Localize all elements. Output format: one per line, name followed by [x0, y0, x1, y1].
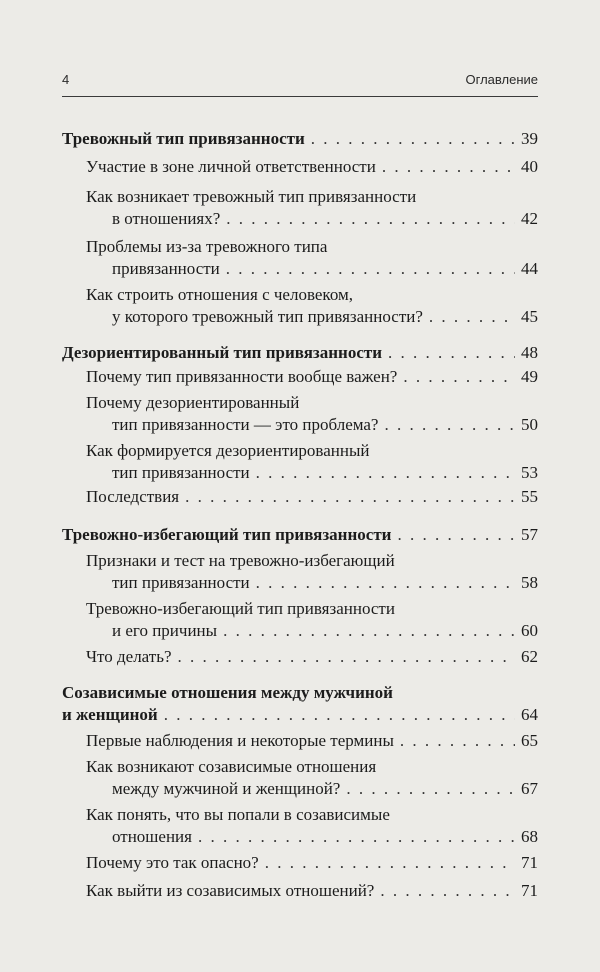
dot-leader	[256, 572, 515, 594]
toc-entry-line	[86, 284, 538, 306]
dot-leader	[226, 208, 515, 230]
toc-page-number: 62	[521, 647, 538, 666]
toc-entry-title: Почему это так опасно?	[86, 853, 259, 872]
toc-entry-line	[112, 462, 538, 484]
dot-leader	[256, 462, 515, 484]
toc-entry-title: Первые наблюдения и некоторые термины	[86, 731, 394, 750]
dot-leader	[400, 730, 515, 752]
dot-leader	[380, 880, 515, 902]
toc-page-number: 58	[521, 573, 538, 592]
toc-entry-line	[86, 366, 538, 388]
toc-page-number: 50	[521, 415, 538, 434]
dot-leader	[265, 852, 515, 874]
toc-entry-line	[86, 646, 538, 668]
toc-page-number: 71	[521, 881, 538, 900]
toc-entry-line	[86, 392, 538, 414]
toc-entry-title-cont: привязанности	[112, 259, 220, 278]
toc-page-number: 40	[521, 157, 538, 176]
page-number: 4	[62, 72, 70, 87]
toc-section-title: Созависимые отношения между мужчиной	[62, 683, 393, 702]
toc-entry-line	[86, 156, 538, 178]
toc-page-number: 55	[521, 487, 538, 506]
toc-entry-line	[112, 208, 538, 230]
running-title: Оглавление	[465, 72, 538, 87]
toc-entry-line	[86, 486, 538, 508]
toc-entry-title: Как возникает тревожный тип привязанности	[86, 187, 417, 206]
toc-entry-title: Что делать?	[86, 647, 172, 666]
toc-entry-title: Последствия	[86, 487, 180, 506]
toc-entry-title: Как выйти из созависимых отношений?	[86, 881, 375, 900]
dot-leader	[403, 366, 515, 388]
toc-section-title: Тревожно-избегающий тип привязанности	[62, 525, 392, 544]
dot-leader	[388, 342, 515, 364]
toc-page-number: 48	[521, 343, 538, 362]
dot-leader	[346, 778, 515, 800]
dot-leader	[198, 826, 515, 848]
dot-leader	[164, 704, 515, 726]
toc-entry-title: Как формируется дезориентированный	[86, 441, 370, 460]
toc-entry-line	[112, 572, 538, 594]
toc-entry-line	[86, 440, 538, 462]
toc-section-line	[62, 682, 538, 704]
toc-section-line	[62, 342, 538, 364]
toc-section-line	[62, 704, 538, 726]
dot-leader	[178, 646, 515, 668]
toc-page-number: 64	[521, 705, 538, 724]
toc-entry-line	[86, 756, 538, 778]
dot-leader	[429, 306, 515, 328]
dot-leader	[382, 156, 515, 178]
toc-section-line	[62, 524, 538, 546]
toc-entry-title: Как возникают созависимые отношения	[86, 757, 377, 776]
toc-section-title-cont: и женщиной	[62, 705, 158, 724]
toc-entry-title: Участие в зоне личной ответственности	[86, 157, 376, 176]
toc-section-title: Тревожный тип привязанности	[62, 129, 305, 148]
toc-page-number: 44	[521, 259, 538, 278]
toc-entry-title-cont: тип привязанности	[112, 463, 250, 482]
toc-entry-line	[86, 804, 538, 826]
toc-entry-title-cont: и его причины	[112, 621, 218, 640]
toc-entry-title: Почему тип привязанности вообще важен?	[86, 367, 398, 386]
toc-entry-line	[112, 414, 538, 436]
toc-entry-line	[86, 186, 538, 208]
toc-entry-line	[86, 550, 538, 572]
dot-leader	[311, 128, 515, 150]
toc-entry-title-cont: отношения	[112, 827, 192, 846]
dot-leader	[185, 486, 515, 508]
toc-section-line	[62, 128, 538, 150]
toc-entry-title: Проблемы из-за тревожного типа	[86, 237, 328, 256]
dot-leader	[223, 620, 515, 642]
toc-entry-line	[86, 730, 538, 752]
dot-leader	[226, 258, 515, 280]
toc-page-number: 65	[521, 731, 538, 750]
toc-entry-line	[86, 236, 538, 258]
dot-leader	[397, 524, 515, 546]
toc-entry-line	[86, 880, 538, 902]
toc-page-number: 67	[521, 779, 538, 798]
toc-section-title: Дезориентированный тип привязанности	[62, 343, 383, 362]
toc-entry-title: Почему дезориентированный	[86, 393, 300, 412]
toc-page-number: 53	[521, 463, 538, 482]
toc-entry-title-cont: в отношениях?	[112, 209, 221, 228]
toc-entry-line	[112, 778, 538, 800]
toc-entry-title-cont: у которого тревожный тип привязанности?	[112, 307, 423, 326]
dot-leader	[384, 414, 515, 436]
toc-page-number: 49	[521, 367, 538, 386]
toc-entry-title: Признаки и тест на тревожно-избегающий	[86, 551, 395, 570]
running-head	[62, 72, 538, 92]
toc-page-number: 39	[521, 129, 538, 148]
toc-entry-title-cont: тип привязанности	[112, 573, 250, 592]
toc-page-number: 68	[521, 827, 538, 846]
toc-entry-title: Как понять, что вы попали в созависимые	[86, 805, 390, 824]
toc-entry-title-cont: между мужчиной и женщиной?	[112, 779, 341, 798]
toc-entry-line	[86, 598, 538, 620]
toc-entry-line	[112, 620, 538, 642]
toc-entry-line	[112, 258, 538, 280]
toc-entry-line	[112, 306, 538, 328]
toc-page-number: 57	[521, 525, 538, 544]
toc-page-number: 60	[521, 621, 538, 640]
toc-entry-title-cont: тип привязанности — это проблема?	[112, 415, 379, 434]
toc-page-number: 42	[521, 209, 538, 228]
header-rule	[62, 96, 538, 97]
toc-entry-line	[86, 852, 538, 874]
toc-entry-title: Как строить отношения с человеком,	[86, 285, 354, 304]
toc-entry-title: Тревожно-избегающий тип привязанности	[86, 599, 395, 618]
toc-page-number: 71	[521, 853, 538, 872]
toc-page-number: 45	[521, 307, 538, 326]
toc-entry-line	[112, 826, 538, 848]
